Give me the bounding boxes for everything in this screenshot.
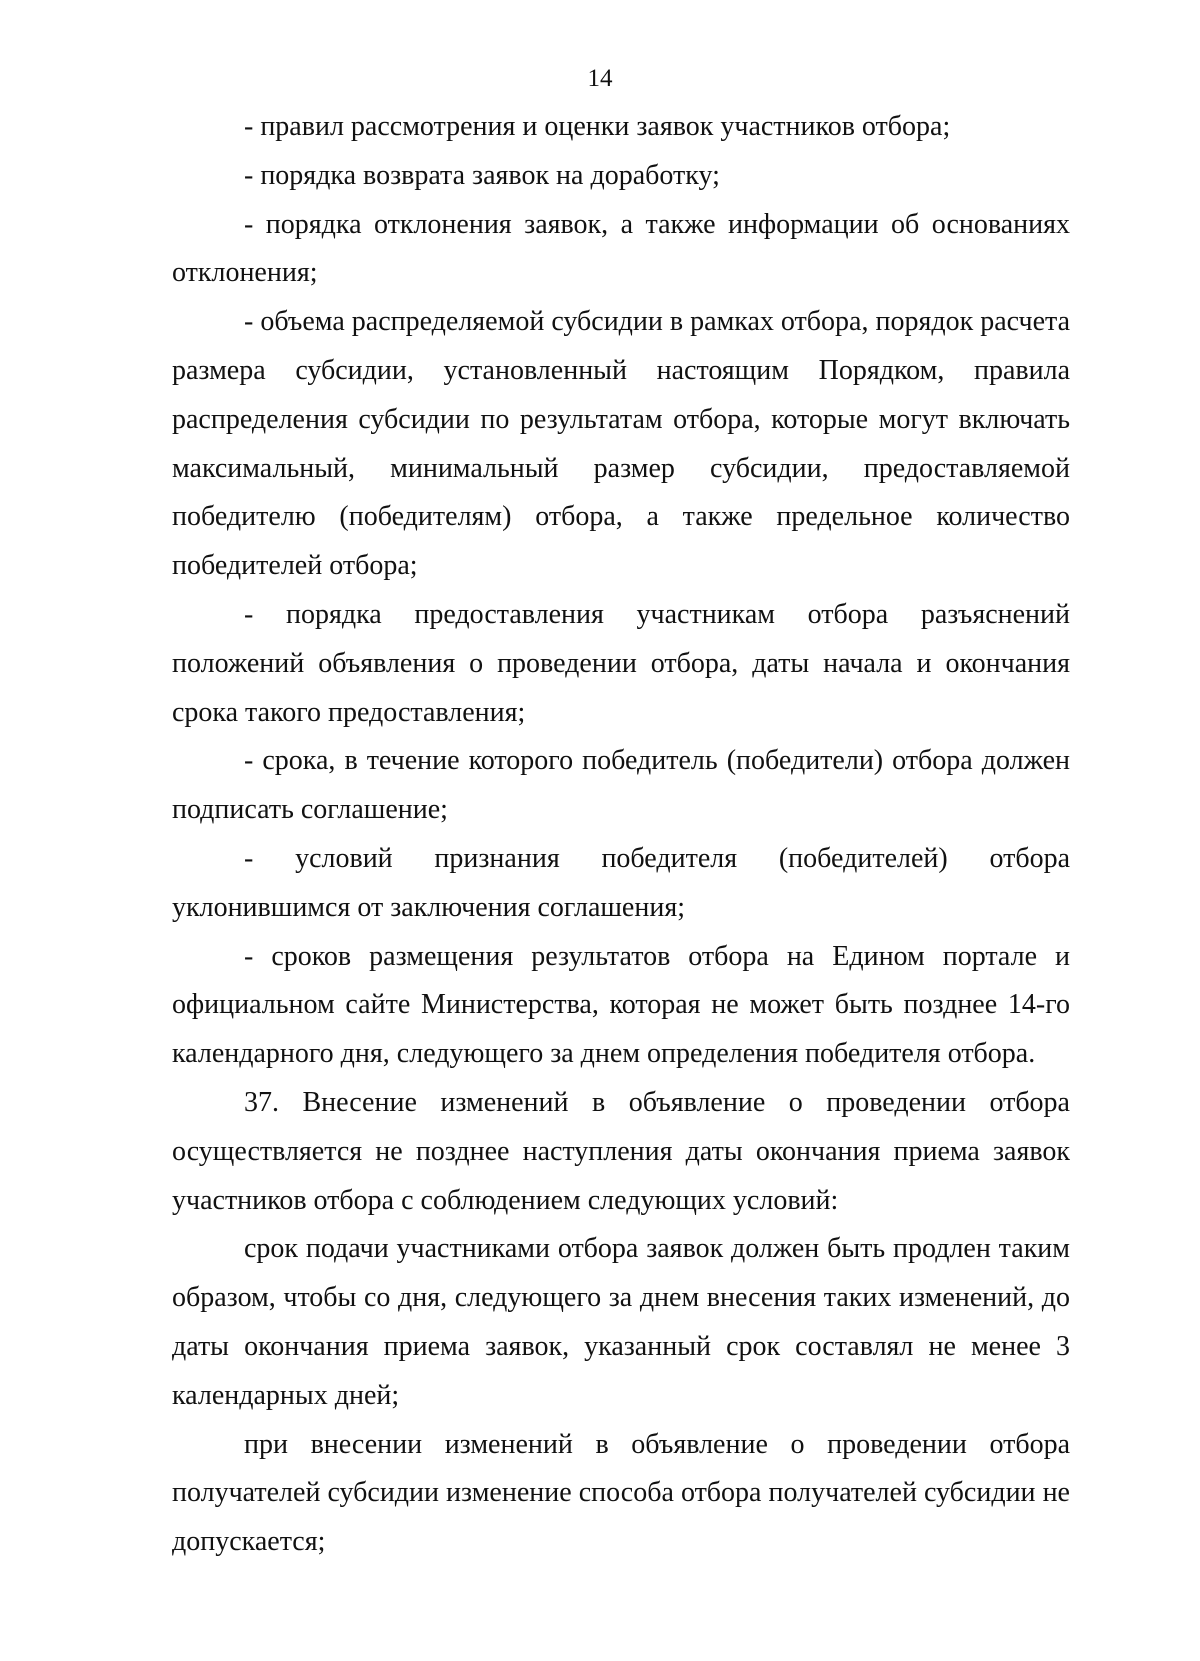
paragraph-signing-deadline: - срока, в течение которого победитель (победители) отбора должен подписать соглашение; (172, 745, 1070, 826)
page-number: 14 (587, 65, 613, 92)
paragraph-subsidy-volume: - объема распределяемой субсидии в рамках отбора, порядок расчета размера субсидии, установленный настоящим Порядком, правила распределения субсидии по результатам отбора, которые могут включать максимальный, минимальный размер субсидии, предоставляемой победителю (победителям) отбора, а также предельное количество победителей отбора; (172, 306, 1070, 582)
paragraph-clarifications: - порядка предоставления участникам отбора разъяснений положений объявления о проведении отбора, даты начала и окончания срока такого предоставления; (172, 598, 1070, 728)
document-body (172, 103, 1070, 1567)
paragraph-results-publication: - сроков размещения результатов отбора на Едином портале и официальном сайте Министерства, которая не может быть позднее 14-го календарного дня, следующего за днем определения победителя отбора. (172, 940, 1070, 1070)
paragraph-evasion-conditions: - условий признания победителя (победителей) отбора уклонившимся от заключения соглашения; (172, 842, 1070, 923)
paragraph-deadline-extension: срок подачи участниками отбора заявок должен быть продлен таким образом, чтобы со дня, следующего за днем внесения таких изменений, до даты окончания приема заявок, указанный срок составлял не менее 3 календарных дней; (172, 1233, 1070, 1411)
paragraph-method-change: при внесении изменений в объявление о проведении отбора получателей субсидии изменение способа отбора получателей субсидии не допускается; (172, 1428, 1070, 1558)
paragraph-return-procedure: - порядка возврата заявок на доработку; (244, 159, 720, 191)
paragraph-review-rules: - правил рассмотрения и оценки заявок участников отбора; (244, 111, 951, 142)
paragraph-section-37: 37. Внесение изменений в объявление о проведении отбора осуществляется не позднее наступления даты окончания приема заявок участников отбора с соблюдением следующих условий: (172, 1086, 1070, 1216)
paragraph-rejection-procedure: - порядка отклонения заявок, а также информации об основаниях отклонения; (172, 208, 1070, 289)
